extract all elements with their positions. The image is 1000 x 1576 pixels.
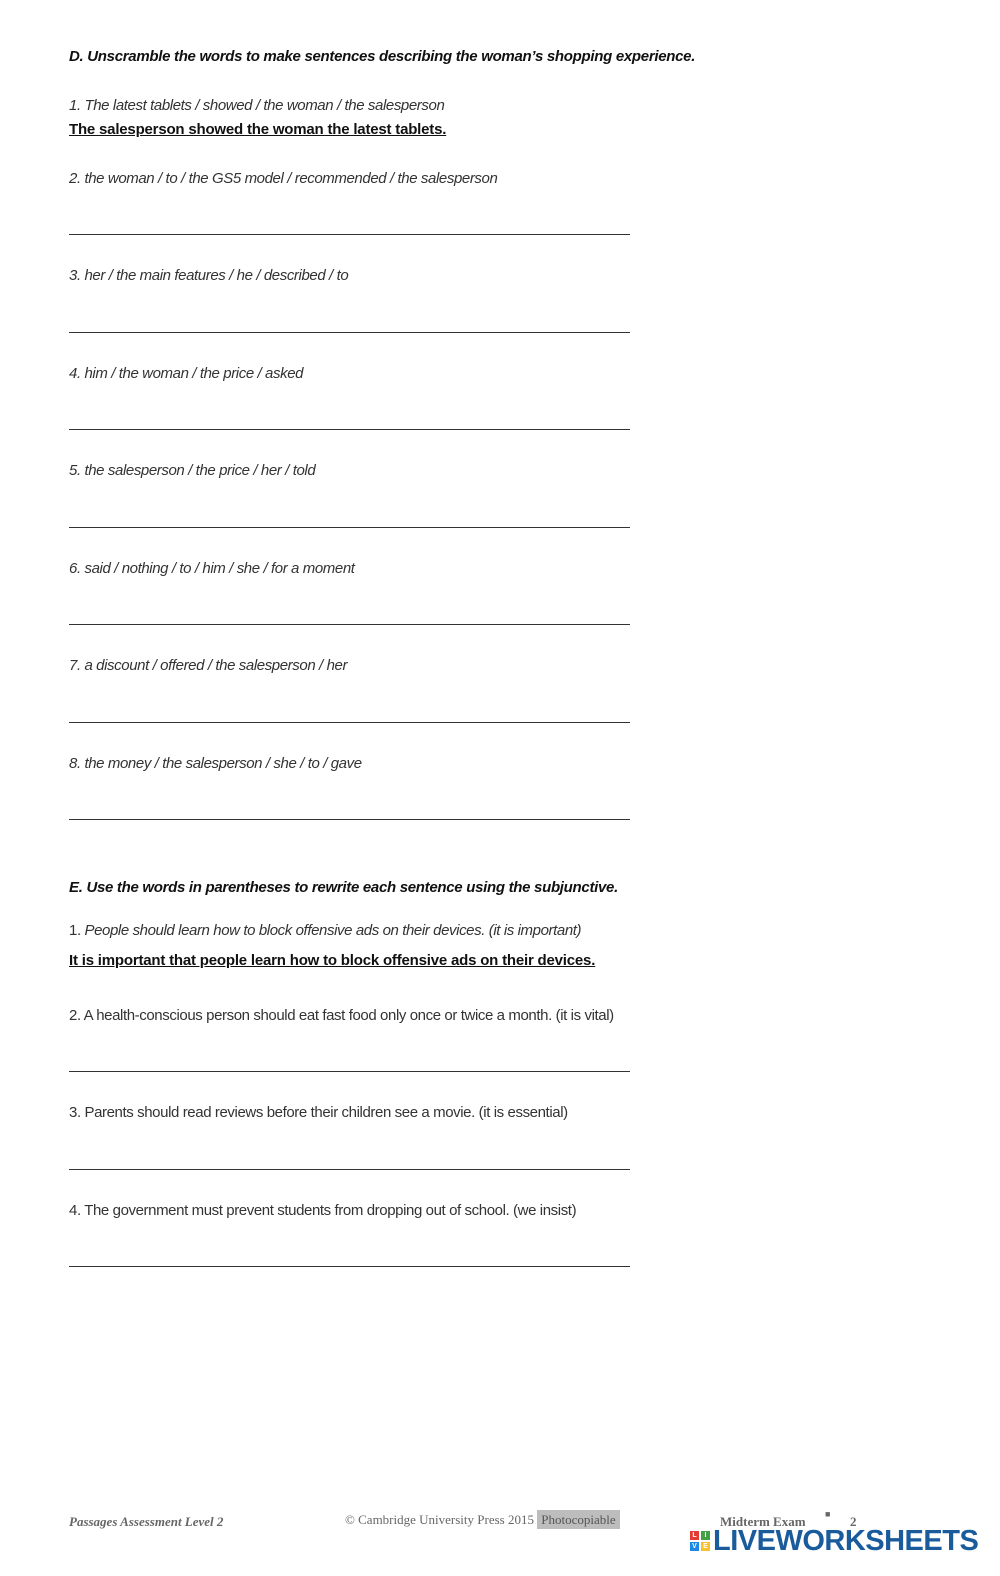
section-d-item-2-answer-line[interactable] xyxy=(69,234,630,235)
section-d-item-6-answer-line[interactable] xyxy=(69,624,630,625)
section-d-heading: D. Unscramble the words to make sentences describing the woman’s shopping experience. xyxy=(69,48,696,65)
footer-copyright xyxy=(345,1512,620,1528)
footer-photocopiable-badge: Photocopiable xyxy=(537,1510,619,1529)
section-e-item-4-prompt: 4. The government must prevent students from dropping out of school. (we insist) xyxy=(69,1202,577,1219)
logo-letter-l: L xyxy=(690,1531,699,1540)
footer-copyright-text: © Cambridge University Press 2015 xyxy=(345,1512,534,1527)
section-e-item-3-answer-line[interactable] xyxy=(69,1169,630,1170)
footer-exam-label: Midterm Exam xyxy=(720,1514,806,1529)
section-d-item-5-prompt: 5. the salesperson / the price / her / told xyxy=(69,462,316,479)
section-d-item-3-answer-line[interactable] xyxy=(69,332,630,333)
section-e-item-4-answer-line[interactable] xyxy=(69,1266,630,1267)
section-d-item-4-answer-line[interactable] xyxy=(69,429,630,430)
footer-bullet-icon: ■ xyxy=(825,1509,831,1519)
section-e-item-1-example-answer: It is important that people learn how to block offensive ads on their devices. xyxy=(69,952,596,969)
section-d-item-1-prompt: 1. The latest tablets / showed / the woman / the salesperson xyxy=(69,97,445,114)
section-e-item-3-prompt: 3. Parents should read reviews before their children see a movie. (it is essential) xyxy=(69,1104,568,1121)
section-d-item-7-prompt: 7. a discount / offered / the salesperson / her xyxy=(69,657,348,674)
section-d-item-8-prompt: 8. the money / the salesperson / she / to / gave xyxy=(69,755,362,772)
section-e-item-1-text: People should learn how to block offensive ads on their devices. (it is important) xyxy=(84,922,582,939)
footer-page-number: 2 xyxy=(850,1514,857,1529)
logo-letter-v: V xyxy=(690,1542,699,1551)
section-d-item-3-prompt: 3. her / the main features / he / described / to xyxy=(69,267,349,284)
section-e-heading: E. Use the words in parentheses to rewrite each sentence using the subjunctive. xyxy=(69,879,618,896)
section-d-item-8-answer-line[interactable] xyxy=(69,819,630,820)
liveworksheets-brand[interactable]: LIVEWORKSHEETS xyxy=(713,1525,979,1557)
section-e-item-1-number: 1. xyxy=(69,922,81,939)
section-d-item-4-prompt: 4. him / the woman / the price / asked xyxy=(69,365,304,382)
section-d-item-5-answer-line[interactable] xyxy=(69,527,630,528)
section-d-item-6-prompt: 6. said / nothing / to / him / she / for a moment xyxy=(69,560,355,577)
section-e-item-2-answer-line[interactable] xyxy=(69,1071,630,1072)
logo-letter-i: I xyxy=(701,1531,710,1540)
section-e-item-1-prompt xyxy=(69,922,581,939)
liveworksheets-logo-icon xyxy=(690,1531,712,1553)
section-d-item-1-example-answer: The salesperson showed the woman the latest tablets. xyxy=(69,121,447,138)
section-d-item-7-answer-line[interactable] xyxy=(69,722,630,723)
section-e-item-2-prompt: 2. A health-conscious person should eat fast food only once or twice a month. (it is vital) xyxy=(69,1007,614,1024)
section-d-item-2-prompt: 2. the woman / to / the GS5 model / recommended / the salesperson xyxy=(69,170,498,187)
footer-course-title: Passages Assessment Level 2 xyxy=(69,1514,224,1529)
logo-letter-e: E xyxy=(701,1542,710,1551)
